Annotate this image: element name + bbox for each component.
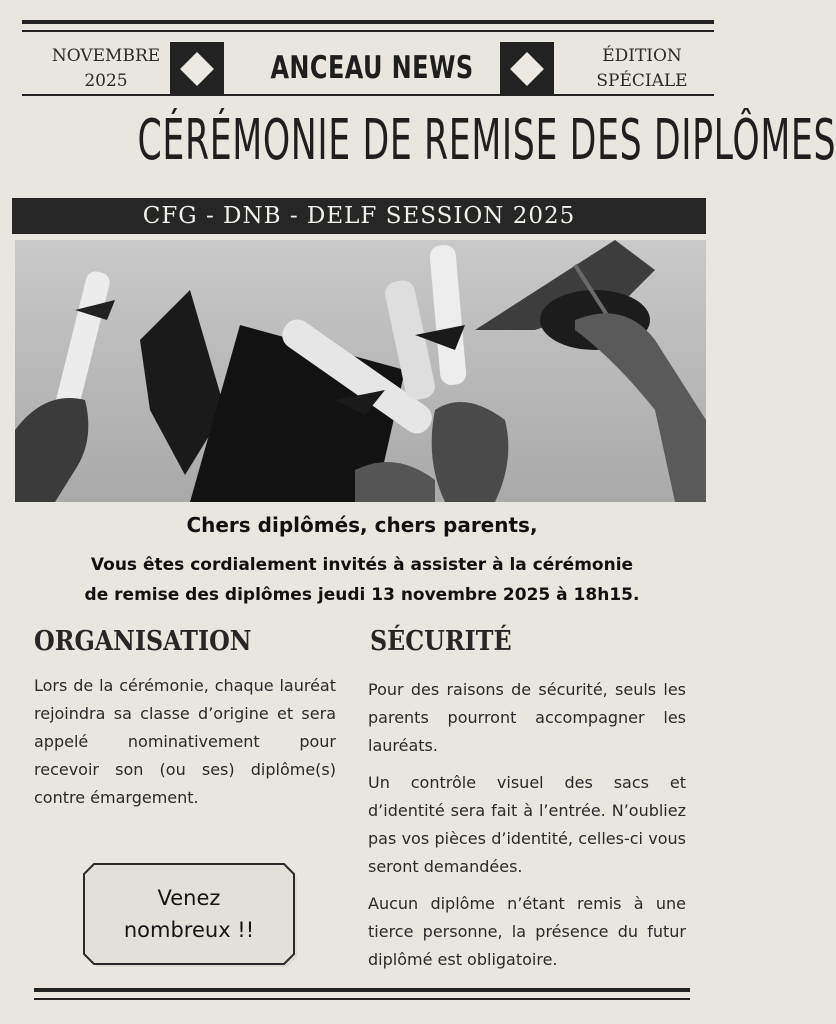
- bottom-rule-thin: [34, 998, 690, 1000]
- masthead: [22, 36, 714, 98]
- issue-date: [46, 44, 166, 94]
- bottom-rule-thick: [34, 988, 690, 992]
- graduation-photo: [15, 240, 706, 502]
- securite-paragraph-1: Pour des raisons de sécurité, seuls les parents pourront accompagner les lauréats.: [368, 680, 686, 755]
- newspaper-name: ANCEAU NEWS: [270, 50, 474, 86]
- top-rule-thin: [22, 30, 714, 32]
- organisation-text: Lors de la cérémonie, chaque lauréat rejoindra sa classe d’origine et sera appelé nominativement pour recevoir son (ou ses) diplôme(s) contre émargement.: [34, 676, 336, 807]
- venez-line-2: nombreux !!: [123, 918, 255, 942]
- masthead-bottom-rule: [22, 94, 714, 96]
- session-banner: CFG - DNB - DELF SESSION 2025: [12, 198, 706, 234]
- invitation-text: [40, 550, 684, 610]
- securite-text: [368, 676, 686, 983]
- issue-month: NOVEMBRE: [51, 46, 161, 66]
- edition-label: [582, 44, 702, 94]
- venez-line-1: Venez: [157, 886, 221, 910]
- diamond-icon-left: [170, 42, 224, 96]
- organisation-title: ORGANISATION: [34, 626, 252, 657]
- securite-title: SÉCURITÉ: [370, 626, 512, 657]
- venez-nombreux-callout: [84, 864, 294, 964]
- invitation-line-2: de remise des diplômes jeudi 13 novembre 2025 à 18h15.: [84, 585, 640, 605]
- issue-year: 2025: [84, 71, 128, 91]
- securite-paragraph-3: Aucun diplôme n’étant remis à une tierce personne, la présence du futur diplômé est obligatoire.: [368, 894, 686, 969]
- edition-line-2: SPÉCIALE: [596, 71, 688, 91]
- diamond-icon-right: [500, 42, 554, 96]
- greeting: Chers diplômés, chers parents,: [186, 513, 538, 537]
- edition-line-1: ÉDITION: [602, 46, 682, 66]
- top-rule-thick: [22, 20, 714, 24]
- securite-paragraph-2: Un contrôle visuel des sacs et d’identité sera fait à l’entrée. N’oubliez pas vos pièces d’identité, celles-ci vous seront demandées.: [368, 773, 686, 876]
- invitation-line-1: Vous êtes cordialement invités à assister à la cérémonie: [90, 555, 634, 575]
- page-headline: CÉRÉMONIE DE REMISE DES DIPLÔMES: [137, 108, 836, 173]
